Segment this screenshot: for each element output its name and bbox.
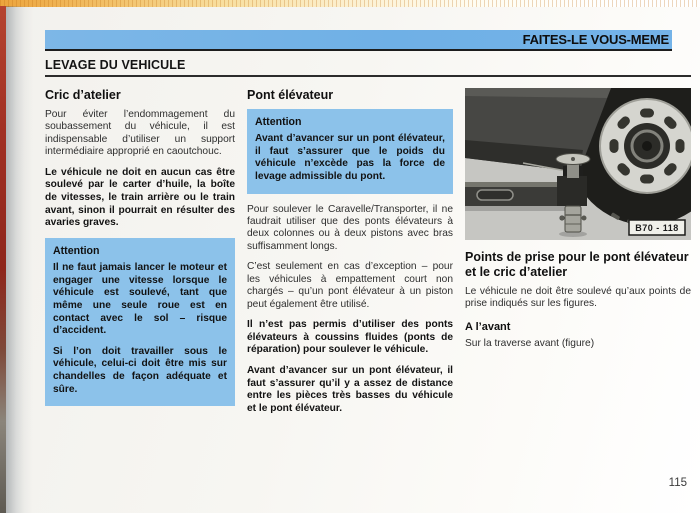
jack-point-photo (465, 88, 691, 240)
section-rule (45, 75, 691, 77)
page-number: 115 (668, 477, 687, 489)
jack-point-illustration (465, 88, 691, 240)
figure-label: B70 - 118 (635, 223, 679, 233)
paragraph: Pour soulever le Caravelle/Transporter, il ne faudrait utiliser que des ponts élévateurs à deux colonnes ou à deux pistons avec bras suffisamment longs. (247, 203, 453, 252)
attention-paragraph: Si l’on doit travailler sous le véhicule, celui-ci doit être mis sur chandelles de façon adéquate et sûre. (53, 345, 227, 395)
attention-paragraph: Avant d’avancer sur un pont élévateur, il faut s’assurer que le poids du véhicule n’excède pas la force de levage admissible du pont. (255, 133, 445, 182)
attention-title: Attention (53, 244, 100, 257)
warning-paragraph: Il n’est pas permis d’utiliser des ponts élévateurs à coussins fluides (ponts de réparation) pour soulever le véhicule. (247, 319, 453, 356)
figure-label-box (629, 220, 685, 235)
avant-subheading: A l’avant (465, 320, 511, 333)
content-columns (45, 88, 691, 424)
chapter-title: FAITES-LE VOUS-MEME (522, 32, 669, 47)
attention-box-pont (247, 109, 453, 194)
gutter-shadow (6, 6, 33, 513)
column-figure (465, 88, 691, 424)
book-page-edges-top (0, 0, 700, 7)
paragraph: Sur la traverse avant (figure) (465, 337, 595, 349)
chapter-header-bar (45, 30, 672, 51)
page-title: LEVAGE DU VEHICULE (45, 58, 186, 72)
figure-caption-heading: Points de prise pour le pont élévateur et le cric d’atelier (465, 250, 689, 279)
attention-box-cric (45, 238, 235, 406)
warning-paragraph: Avant d’avancer sur un pont élévateur, il faut s’assurer qu’il y a assez de distance entre les pièces très basses du véhicule et le pont élévateur. (247, 364, 453, 414)
attention-title: Attention (255, 116, 302, 128)
cric-heading: Cric d’atelier (45, 88, 121, 102)
warning-paragraph: Le véhicule ne doit en aucun cas être soulevé par le carter d’huile, la boîte de vitesses, le train arrière ou le train avant, sinon il pourrait en résulter des avaries graves. (45, 166, 235, 229)
pont-heading: Pont élévateur (247, 88, 334, 102)
paragraph: Le véhicule ne doit être soulevé qu’aux points de prise indiqués sur les figures. (465, 286, 691, 310)
paragraph: C’est seulement en cas d’exception – pour les véhicules à empattement court non chargés – qu’un pont élévateur à un piston peut également être utilisé. (247, 261, 453, 310)
column-cric-atelier (45, 88, 235, 424)
wheel-rim (600, 99, 691, 193)
paragraph: Pour éviter l’endommagement du soubassement du véhicule, il est indispensable d’utiliser un support intermédiaire approprié en caoutchouc. (45, 109, 235, 158)
column-pont-elevateur (247, 88, 453, 424)
attention-paragraph: Il ne faut jamais lancer le moteur et engager une vitesse lorsque le véhicule est soulevé, tant que même une seule roue est en contact avec le sol – risque d’accident. (53, 261, 227, 337)
